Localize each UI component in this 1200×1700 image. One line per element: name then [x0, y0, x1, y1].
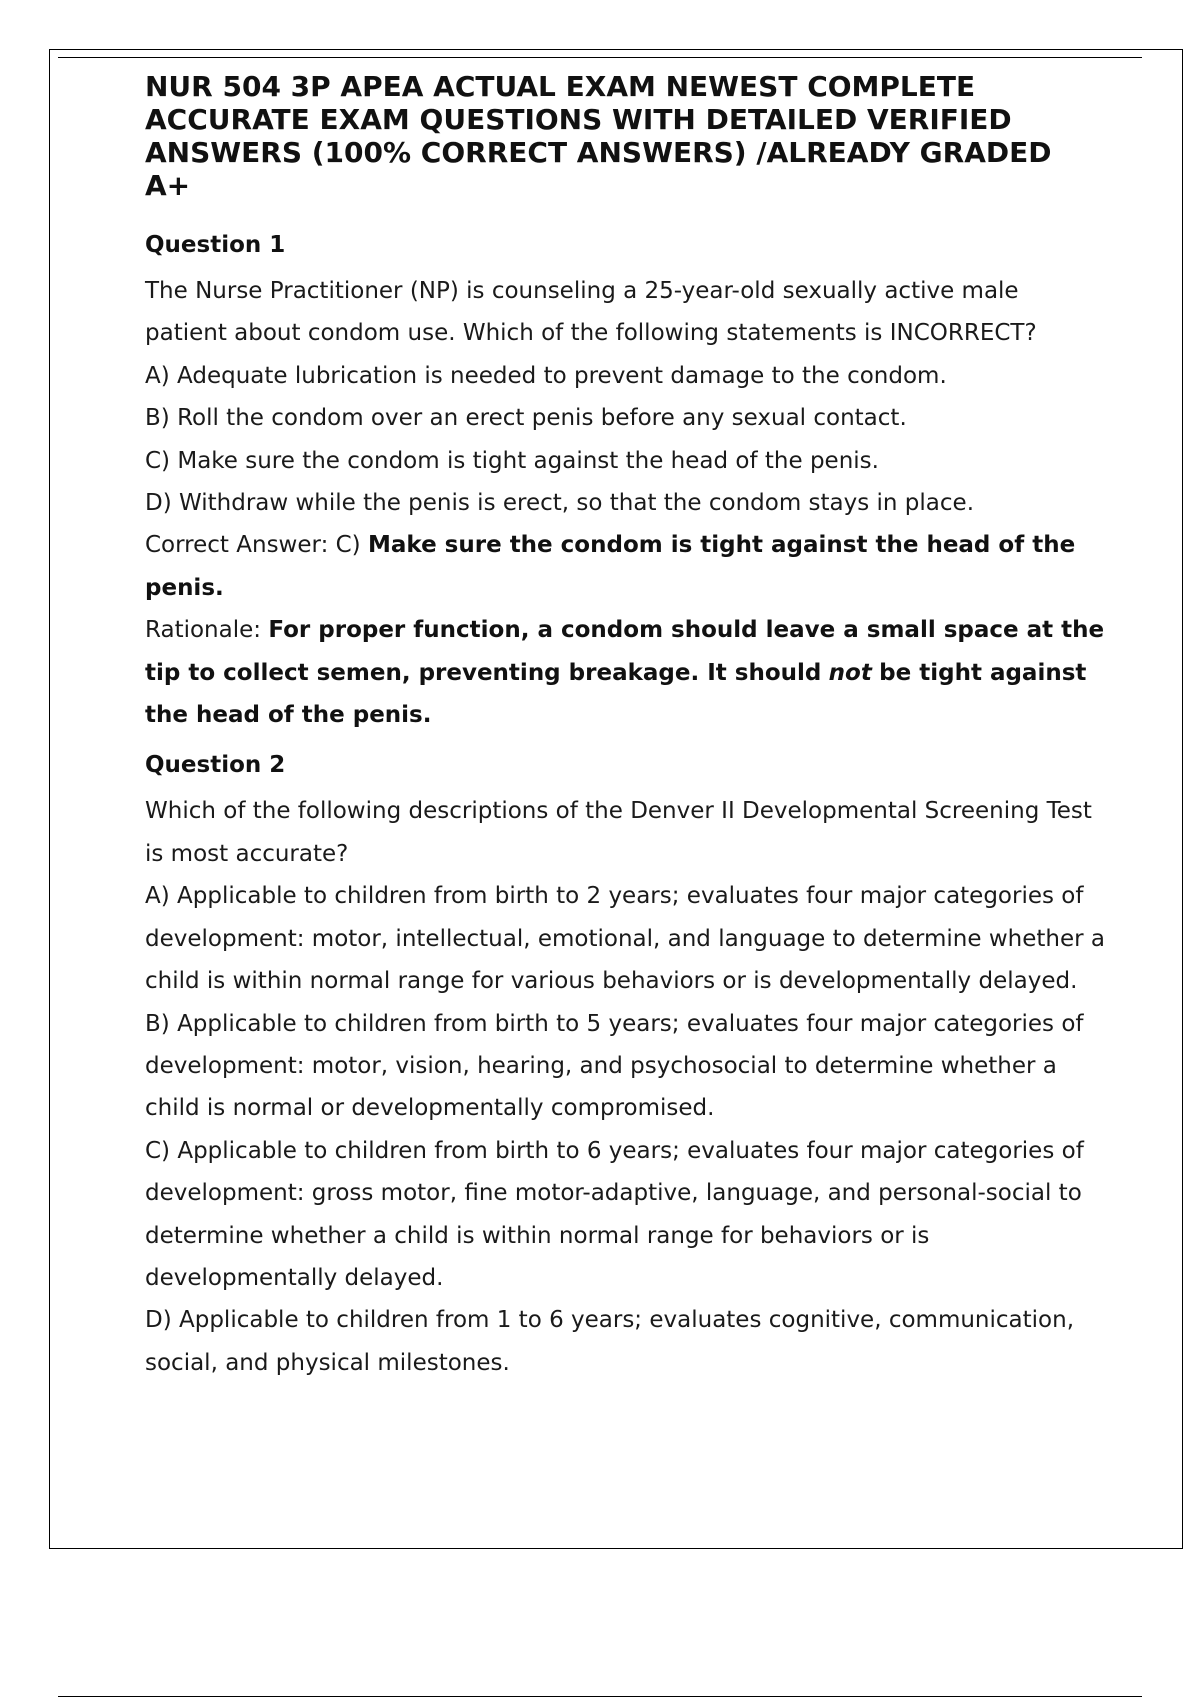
- question-2-stem: Which of the following descriptions of the Denver II Developmental Screening Test is most accurate?: [145, 798, 1092, 867]
- correct-answer-text: Make sure the condom is tight against the head of the penis.: [145, 532, 1076, 601]
- question-2-option-a: A) Applicable to children from birth to 2 years; evaluates four major categories of development: motor, intellectual, emotional, and language to determine whether a child is within normal range for various behaviors or is developmentally delayed.: [145, 883, 1105, 995]
- question-2-option-b: B) Applicable to children from birth to 5 years; evaluates four major categories of development: motor, vision, hearing, and psychosocial to determine whether a child is normal or developmentally compromised.: [145, 1010, 1084, 1122]
- question-1-option-a: A) Adequate lubrication is needed to prevent damage to the condom.: [145, 362, 947, 389]
- rationale-label: Rationale:: [145, 617, 262, 644]
- question-2-heading: Question 2: [145, 752, 286, 779]
- question-1-rationale: [145, 609, 1105, 736]
- rationale-emphasis: not: [828, 659, 872, 686]
- footer-rule: [58, 1696, 1142, 1697]
- document-body: [145, 70, 1105, 1384]
- question-2-option-c: C) Applicable to children from birth to 6 years; evaluates four major categories of development: gross motor, fine motor-adaptive, language, and personal-social to determine whether a child is within normal range for behaviors or is developmentally delayed.: [145, 1137, 1084, 1291]
- question-1-heading: Question 1: [145, 232, 286, 258]
- question-1-option-c: C) Make sure the condom is tight against the head of the penis.: [145, 447, 879, 474]
- correct-answer-label: Correct Answer: C): [145, 532, 361, 559]
- rationale-text-part-2: be tight against the head of the penis.: [145, 659, 1087, 729]
- question-1: [145, 230, 1105, 736]
- question-1-stem: The Nurse Practitioner (NP) is counseling a 25-year-old sexually active male patient about condom use. Which of the following statements is INCORRECT?: [145, 278, 1037, 347]
- header-rule: [58, 57, 1142, 58]
- rationale-text-part-1: For proper function, a condom should leave a small space at the tip to collect semen, preventing breakage. It should: [145, 617, 1105, 686]
- question-2: [145, 750, 1105, 1384]
- question-1-option-d: D) Withdraw while the penis is erect, so that the condom stays in place.: [145, 490, 974, 517]
- question-2-option-d: D) Applicable to children from 1 to 6 years; evaluates cognitive, communication, social, and physical milestones.: [145, 1307, 1075, 1376]
- question-1-option-b: B) Roll the condom over an erect penis before any sexual contact.: [145, 405, 907, 432]
- question-1-correct-answer: [145, 524, 1105, 609]
- document-title: NUR 504 3P APEA ACTUAL EXAM NEWEST COMPLETE ACCURATE EXAM QUESTIONS WITH DETAILED VERIFIED ANSWERS (100% CORRECT ANSWERS) /ALREADY GRADED A+: [145, 70, 1052, 202]
